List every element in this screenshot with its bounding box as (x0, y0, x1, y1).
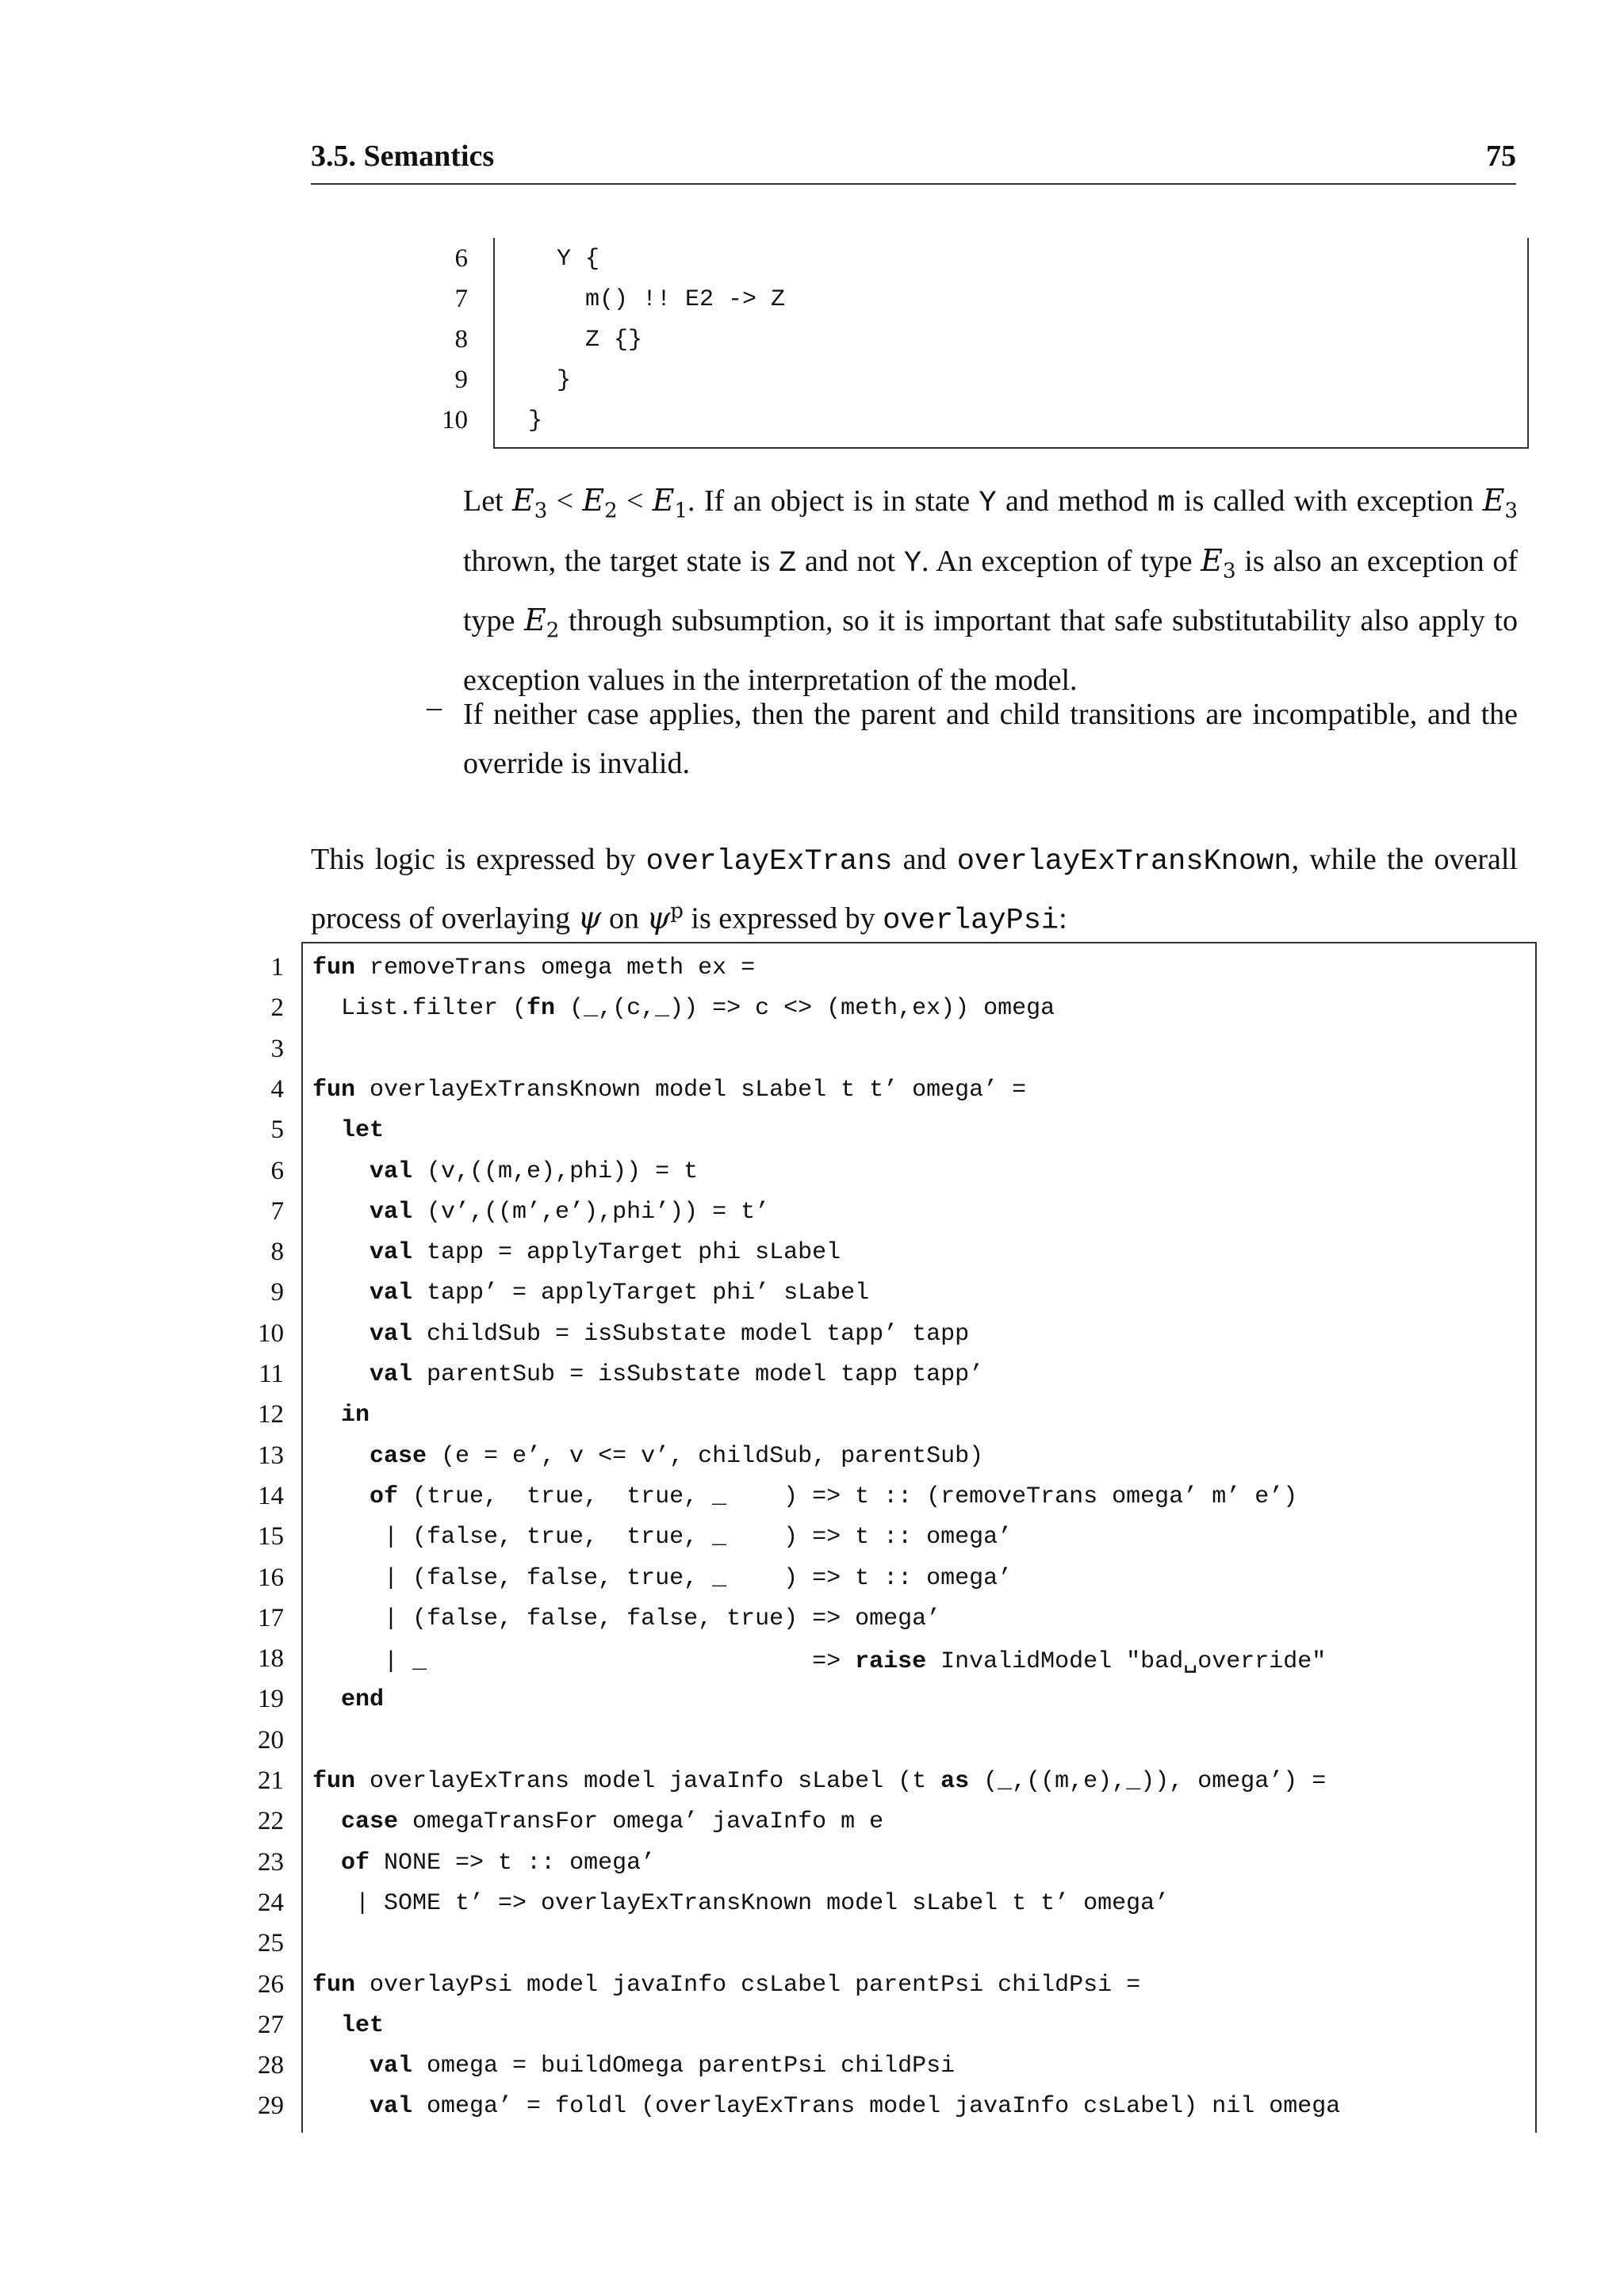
page-number: 75 (1486, 140, 1516, 173)
code-line (312, 1402, 370, 1429)
keyword: val (370, 1280, 413, 1307)
code-line: } (500, 408, 543, 434)
code-text: List.filter ( (312, 995, 527, 1023)
code-text: removeTrans omega meth ex = (355, 955, 756, 982)
code-line (312, 1686, 384, 1713)
line-number: 10 (442, 406, 468, 434)
line-number: 6 (454, 244, 468, 273)
code-line (312, 1646, 1326, 1675)
code-line: } (500, 367, 572, 394)
line-number: 5 (270, 1115, 284, 1145)
code-line (312, 1605, 940, 1632)
code-text: overlayExTransKnown model sLabel t t’ omega’ = (355, 1076, 1027, 1104)
line-number: 16 (258, 1563, 284, 1592)
code-text: omegaTransFor omega’ javaInfo m e (398, 1808, 884, 1836)
line-number: 4 (270, 1074, 284, 1104)
code-text (312, 2053, 370, 2080)
code-text (312, 1402, 341, 1429)
line-number: 10 (258, 1318, 284, 1348)
line-number: 18 (258, 1644, 284, 1674)
line-number: 1 (270, 953, 284, 982)
code-text: (true, true, true, _ ) => t :: (removeTrans omega’ m’ e’) (398, 1483, 1298, 1510)
code-line (312, 1158, 698, 1185)
line-number: 23 (258, 1847, 284, 1877)
keyword: fun (312, 955, 356, 982)
code-line: Z {} (500, 327, 643, 354)
code-text (312, 1117, 341, 1144)
code-line (312, 1890, 1169, 1917)
code-text (312, 1686, 341, 1713)
code-text: (e = e’, v <= v’, childSub, parentSub) (427, 1442, 984, 1470)
code-line: m() !! E2 -> Z (500, 286, 786, 313)
keyword: of (341, 1849, 370, 1877)
code-text: (v’,((m’,e’),phi’)) = t’ (412, 1198, 770, 1226)
code-text: tapp = applyTarget phi sLabel (412, 1239, 841, 1267)
code-text (312, 2012, 341, 2039)
code-line (312, 1768, 1326, 1795)
code-text (312, 1158, 370, 1185)
code-line (312, 2093, 1340, 2120)
keyword: of (370, 1483, 399, 1510)
code-text: tapp’ = applyTarget phi’ sLabel (412, 1280, 870, 1307)
line-number: 3 (270, 1034, 284, 1063)
code-line (312, 1239, 841, 1266)
keyword: val (370, 1361, 413, 1388)
code-text: | _ => (312, 1648, 856, 1676)
code-text: omega = buildOmega parentPsi childPsi (412, 2053, 956, 2080)
line-number: 22 (258, 1807, 284, 1836)
keyword: raise (855, 1648, 927, 1676)
keyword: val (370, 1239, 413, 1267)
keyword: fn (527, 995, 556, 1023)
code-text: NONE => t :: omega’ (370, 1849, 656, 1877)
code-text: omega’ = foldl (overlayExTrans model javaInfo csLabel) nil omega (412, 2093, 1341, 2121)
code-line (312, 1524, 1012, 1551)
code-text (312, 2093, 370, 2120)
code-frame (493, 238, 1529, 449)
code-text: overlayExTrans model javaInfo sLabel (t (355, 1768, 941, 1795)
code-text (312, 1808, 341, 1835)
code-text: (_,((m,e),_)), omega’) = (969, 1768, 1327, 1795)
code-listing (238, 942, 1538, 2131)
line-number: 26 (258, 1969, 284, 1999)
line-number: 27 (258, 2010, 284, 2039)
line-number: 6 (270, 1156, 284, 1185)
code-text: overlayPsi model javaInfo csLabel parentPsi childPsi = (355, 1971, 1141, 1999)
code-line (312, 1361, 983, 1388)
code-text: parentSub = isSubstate model tapp tapp’ (412, 1361, 984, 1388)
line-number: 2 (270, 993, 284, 1023)
code-line: Y { (500, 246, 600, 273)
code-text: childSub = isSubstate model tapp’ tapp (412, 1320, 970, 1348)
code-line (312, 955, 755, 982)
code-line (312, 1483, 1297, 1510)
code-text: | (false, true, true, _ ) => t :: omega’ (312, 1524, 1013, 1552)
keyword: let (341, 1117, 385, 1145)
code-text (312, 1239, 370, 1266)
code-text (312, 1443, 370, 1470)
code-text (312, 1199, 370, 1226)
line-number: 8 (454, 325, 468, 354)
code-line (312, 1972, 1140, 1999)
keyword: case (341, 1808, 399, 1836)
code-text: InvalidModel "bad␣override" (926, 1648, 1327, 1676)
code-text: (v,((m,e),phi)) = t (412, 1158, 699, 1185)
keyword: val (370, 1320, 413, 1348)
code-text (312, 1850, 341, 1877)
code-text (312, 1361, 370, 1388)
body-paragraph: Let $E_3 < E_2 < E_1$. If an object is in state Y and method m is called with exception $E_3$ thrown, the target state is Z and not Y. An exception of type $E_3$ is also an exception of type $E_2$ through subsumption, so it is important that safe substitutability also apply to exception values in the interpretation of the model. (463, 483, 1519, 697)
keyword: fun (312, 1768, 356, 1795)
keyword: val (370, 1158, 413, 1185)
code-line (312, 1077, 1026, 1104)
code-line (312, 1199, 769, 1226)
code-line (312, 2053, 955, 2080)
line-number: 19 (258, 1685, 284, 1714)
line-number: 17 (258, 1603, 284, 1632)
line-number: 14 (258, 1481, 284, 1510)
line-number: 24 (258, 1888, 284, 1917)
code-text: | SOME t’ => overlayExTransKnown model sLabel t t’ omega’ (312, 1889, 1170, 1917)
line-number: 7 (454, 285, 468, 313)
code-line (312, 1850, 655, 1877)
list-item-text: If neither case applies, then the parent and child transitions are incompatible, and the override is invalid. (463, 698, 1518, 780)
code-line (312, 1443, 983, 1470)
list-bullet: – (427, 691, 442, 724)
code-line (312, 1280, 869, 1307)
code-text (312, 1280, 370, 1307)
keyword: end (341, 1686, 385, 1714)
code-line (312, 2012, 384, 2039)
page-header (311, 139, 1516, 185)
body-paragraph-intro: This logic is expressed by overlayExTrans and overlayExTransKnown, while the overall process of overlaying ψ on $\psi^p$ is expressed by overlayPsi: (311, 843, 1518, 938)
line-number: 9 (454, 365, 468, 394)
code-line (312, 995, 1055, 1022)
code-text (312, 1321, 370, 1348)
code-line (312, 1565, 1012, 1592)
keyword: fun (312, 1971, 356, 1999)
code-line (312, 1117, 384, 1144)
code-line (312, 1808, 883, 1835)
line-number: 13 (258, 1441, 284, 1470)
keyword: val (370, 2053, 413, 2080)
code-listing-continued (381, 238, 1530, 450)
keyword: val (370, 2093, 413, 2121)
line-number: 9 (270, 1278, 284, 1307)
line-number: 12 (258, 1400, 284, 1429)
keyword: as (940, 1768, 970, 1795)
keyword: val (370, 1198, 413, 1226)
keyword: in (341, 1402, 370, 1429)
keyword: fun (312, 1076, 356, 1104)
code-text (312, 1483, 370, 1510)
line-number: 25 (258, 1929, 284, 1958)
code-text: | (false, false, true, _ ) => t :: omega’ (312, 1564, 1013, 1592)
code-text: | (false, false, false, true) => omega’ (312, 1605, 941, 1632)
line-number: 28 (258, 2051, 284, 2080)
line-number: 8 (270, 1238, 284, 1267)
keyword: let (341, 2011, 385, 2039)
line-number: 15 (258, 1522, 284, 1552)
line-number: 11 (259, 1360, 284, 1388)
line-number: 20 (258, 1725, 284, 1755)
line-number: 29 (258, 2091, 284, 2121)
code-line (312, 1321, 969, 1348)
line-number: 21 (258, 1766, 284, 1795)
keyword: case (370, 1442, 427, 1470)
code-text: (_,(c,_)) => c <> (meth,ex)) omega (555, 995, 1055, 1023)
line-number: 7 (270, 1196, 284, 1226)
section-title: 3.5. Semantics (311, 140, 495, 173)
